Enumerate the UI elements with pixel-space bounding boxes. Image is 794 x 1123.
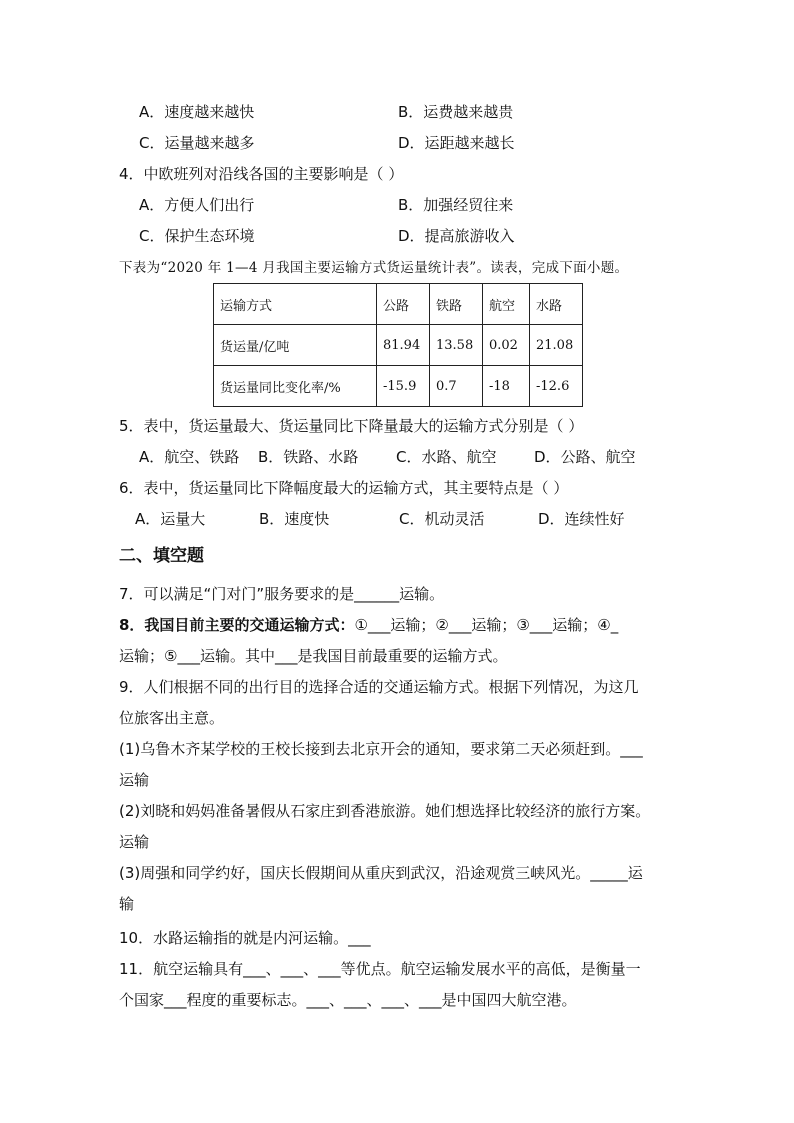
- q3-option-c: C．运量越来越多: [139, 134, 255, 152]
- q5-stem: 5．表中，货运量最大、货运量同比下降量最大的运输方式分别是（ ）: [119, 417, 584, 435]
- table-cell: 货运量同比变化率/%: [214, 366, 377, 407]
- table-header-row: [214, 284, 583, 325]
- q4-option-b: B．加强经贸往来: [398, 196, 514, 214]
- table-intro: 下表为“2020 年 1—4 月我国主要运输方式货运量统计表”。读表，完成下面小题。: [119, 260, 629, 276]
- q5-option-c: C．水路、航空: [396, 448, 497, 466]
- freight-table: [213, 283, 583, 407]
- q8-line1-rest: ①___运输；②___运输；③___运输；④_: [354, 616, 619, 634]
- q3-option-a: A．速度越来越快: [139, 103, 255, 121]
- q9-part1-line2: 运输: [119, 771, 150, 789]
- section-heading: 二、填空题: [119, 546, 204, 566]
- table-cell: -18: [483, 366, 530, 407]
- q9-line2: 位旅客出主意。: [119, 709, 225, 727]
- q4-stem: 4．中欧班列对沿线各国的主要影响是（ ）: [119, 165, 404, 183]
- q9-part3-line2: 输: [119, 895, 135, 913]
- table-cell: 0.02: [483, 325, 530, 366]
- q9-part2-line1: (2)刘晓和妈妈准备暑假从石家庄到香港旅游。她们想选择比较经济的旅行方案。: [119, 802, 651, 820]
- q9-part1-line1: (1)乌鲁木齐某学校的王校长接到去北京开会的通知，要求第二天必须赶到。___: [119, 740, 643, 758]
- table-row: [214, 366, 583, 407]
- q6-stem: 6．表中，货运量同比下降幅度最大的运输方式，其主要特点是（ ）: [119, 479, 569, 497]
- q6-option-c: C．机动灵活: [399, 510, 485, 528]
- table-row: [214, 325, 583, 366]
- q8-line1: [119, 615, 618, 635]
- q4-option-d: D．提高旅游收入: [398, 227, 515, 245]
- q4-option-c: C．保护生态环境: [139, 227, 255, 245]
- q9-line1: 9．人们根据不同的出行目的选择合适的交通运输方式。根据下列情况，为这几: [119, 678, 639, 696]
- q8-bold-prefix: 8．我国目前主要的交通运输方式：: [119, 616, 355, 634]
- q6-option-b: B．速度快: [259, 510, 330, 528]
- table-cell: -15.9: [377, 366, 430, 407]
- q11-line1: 11．航空运输具有___、___、___等优点。航空运输发展水平的高低，是衡量一: [119, 960, 641, 978]
- q7-text: 7．可以满足“门对门”服务要求的是______运输。: [119, 585, 445, 603]
- table-cell: 0.7: [430, 366, 483, 407]
- q10-text: 10．水路运输指的就是内河运输。___: [119, 929, 371, 947]
- q11-line2: 个国家___程度的重要标志。___、___、___、___是中国四大航空港。: [119, 991, 577, 1009]
- q4-option-a: A．方便人们出行: [139, 196, 255, 214]
- table-header-cell: 水路: [530, 284, 583, 325]
- table-cell: 货运量/亿吨: [214, 325, 377, 366]
- q6-option-d: D．连续性好: [538, 510, 625, 528]
- table-header-cell: 铁路: [430, 284, 483, 325]
- table-cell: 21.08: [530, 325, 583, 366]
- table-cell: 81.94: [377, 325, 430, 366]
- q5-option-d: D．公路、航空: [534, 448, 636, 466]
- q5-option-b: B．铁路、水路: [258, 448, 359, 466]
- table-header-cell: 运输方式: [214, 284, 377, 325]
- q9-part3-line1: (3)周强和同学约好，国庆长假期间从重庆到武汉，沿途观赏三峡风光。_____运: [119, 864, 643, 882]
- q6-option-a: A．运量大: [135, 510, 206, 528]
- q5-option-a: A．航空、铁路: [139, 448, 240, 466]
- table-cell: 13.58: [430, 325, 483, 366]
- table-header-cell: 公路: [377, 284, 430, 325]
- q3-option-d: D．运距越来越长: [398, 134, 515, 152]
- q9-part2-line2: 运输: [119, 833, 150, 851]
- table-header-cell: 航空: [483, 284, 530, 325]
- table-cell: -12.6: [530, 366, 583, 407]
- q3-option-b: B．运费越来越贵: [398, 103, 514, 121]
- q8-line2: 运输；⑤___运输。其中___是我国目前最重要的运输方式。: [119, 647, 508, 665]
